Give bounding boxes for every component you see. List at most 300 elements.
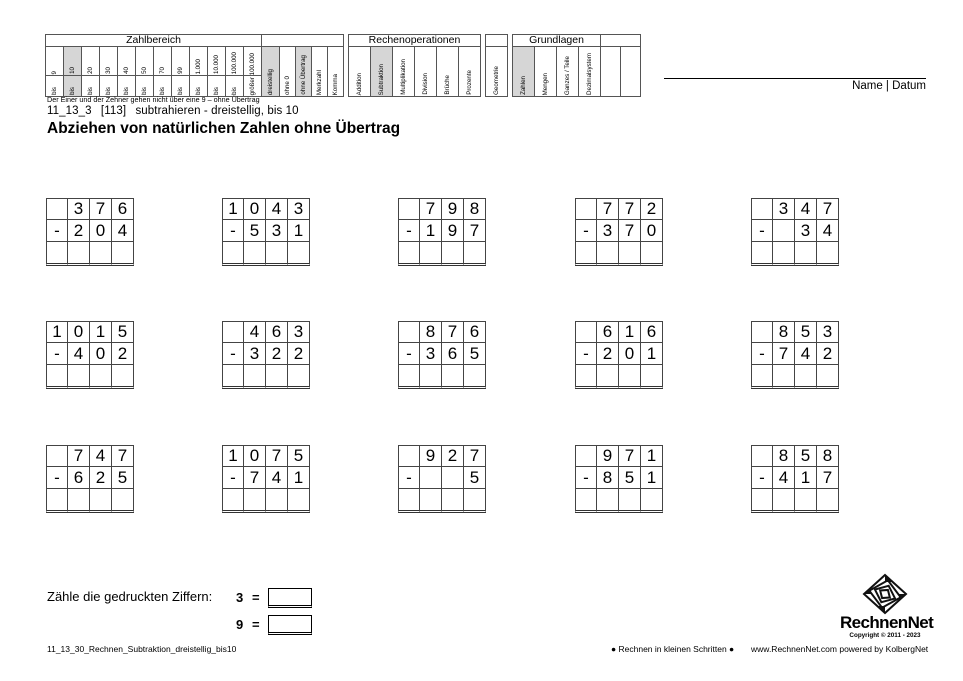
minuend-row — [751, 445, 839, 467]
minuend-digit: 2 — [641, 198, 663, 220]
minuend-digit: 3 — [68, 198, 90, 220]
answer-cell[interactable] — [773, 242, 795, 266]
minuend-digit — [398, 198, 420, 220]
minuend-digit: 4 — [795, 198, 817, 220]
range-cell: 10.000 — [208, 47, 226, 76]
footer-link[interactable]: www.RechnenNet.com powered by KolbergNet — [751, 644, 929, 654]
minuend-digit — [46, 445, 68, 467]
minuend-row — [575, 321, 663, 343]
range-cell-selected: 10 — [64, 47, 82, 76]
subtraction-problem — [575, 445, 663, 511]
category-division: Division — [415, 47, 437, 97]
group-grundlagen: Grundlagen — [513, 35, 601, 47]
subtrahend-row — [398, 220, 486, 242]
answer-cell[interactable] — [90, 365, 112, 389]
answer-cell[interactable] — [398, 489, 420, 513]
answer-cell[interactable] — [222, 365, 244, 389]
minuend-digit — [46, 198, 68, 220]
range-bis-selected: bis — [64, 76, 82, 97]
minuend-digit: 1 — [90, 321, 112, 343]
answer-cell[interactable] — [442, 242, 464, 266]
category-geometrie: Geometrie — [486, 47, 508, 97]
answer-cell[interactable] — [575, 489, 597, 513]
subtrahend-digit: - — [575, 220, 597, 242]
answer-row — [575, 242, 663, 264]
subtrahend-digit: 2 — [112, 343, 134, 365]
worksheet-code: 11_13_3 — [47, 105, 92, 117]
answer-cell[interactable] — [795, 489, 817, 513]
minuend-digit: 7 — [464, 445, 486, 467]
minuend-digit: 0 — [68, 321, 90, 343]
answer-cell[interactable] — [90, 489, 112, 513]
subtrahend-digit: 4 — [112, 220, 134, 242]
answer-cell[interactable] — [442, 489, 464, 513]
range-cell: 99 — [172, 47, 190, 76]
answer-cell[interactable] — [641, 365, 663, 389]
range-bis: bis — [190, 76, 208, 97]
logo-copyright: Copyright © 2011 - 2023 — [849, 632, 921, 639]
range-bis: bis — [100, 76, 118, 97]
answer-cell[interactable] — [597, 489, 619, 513]
answer-row — [575, 365, 663, 387]
group-spacer — [262, 35, 344, 47]
category-brueche: Brüche — [437, 47, 459, 97]
minuend-digit: 1 — [619, 321, 641, 343]
minuend-row — [46, 198, 134, 220]
minuend-row — [398, 198, 486, 220]
subtrahend-digit — [442, 467, 464, 489]
answer-cell[interactable] — [751, 242, 773, 266]
minuend-digit: 1 — [222, 198, 244, 220]
answer-cell[interactable] — [817, 242, 839, 266]
answer-cell[interactable] — [244, 242, 266, 266]
range-cell: 20 — [82, 47, 100, 76]
subtrahend-digit: 5 — [112, 467, 134, 489]
answer-cell[interactable] — [597, 242, 619, 266]
count-digit: 3 — [236, 590, 244, 605]
category-addition: Addition — [349, 47, 371, 97]
answer-cell[interactable] — [464, 365, 486, 389]
subtrahend-digit: 1 — [795, 467, 817, 489]
minuend-digit: 2 — [442, 445, 464, 467]
minuend-digit — [751, 198, 773, 220]
subtrahend-row — [751, 220, 839, 242]
answer-cell[interactable] — [90, 242, 112, 266]
subtrahend-digit — [420, 467, 442, 489]
subtraction-problem — [575, 321, 663, 387]
answer-cell[interactable] — [795, 365, 817, 389]
answer-cell[interactable] — [641, 489, 663, 513]
subtraction-problem — [398, 445, 486, 511]
count-answer-box[interactable] — [268, 588, 312, 608]
minuend-row — [46, 445, 134, 467]
subtrahend-digit: 0 — [619, 343, 641, 365]
subtrahend-digit: - — [751, 220, 773, 242]
subtrahend-digit: 2 — [90, 467, 112, 489]
answer-cell[interactable] — [112, 489, 134, 513]
subtraction-problem — [398, 321, 486, 387]
subtrahend-digit: 5 — [464, 467, 486, 489]
range-cell: 40 — [118, 47, 136, 76]
subtraction-problem — [222, 445, 310, 511]
minuend-digit: 7 — [266, 445, 288, 467]
minuend-digit: 9 — [597, 445, 619, 467]
minuend-digit — [398, 321, 420, 343]
range-cell: 9 — [46, 47, 64, 76]
minuend-digit: 9 — [420, 445, 442, 467]
count-answer-box[interactable] — [268, 615, 312, 635]
count-digit: 9 — [236, 617, 244, 632]
minuend-digit: 5 — [795, 445, 817, 467]
answer-cell[interactable] — [266, 242, 288, 266]
category-ohne-0: ohne 0 — [280, 47, 296, 97]
subtrahend-digit: 4 — [266, 467, 288, 489]
subtrahend-digit: - — [222, 220, 244, 242]
category-empty — [621, 47, 641, 97]
subtrahend-digit: 5 — [244, 220, 266, 242]
answer-cell[interactable] — [112, 242, 134, 266]
minuend-digit: 6 — [641, 321, 663, 343]
subtrahend-digit: - — [751, 343, 773, 365]
minuend-digit — [751, 321, 773, 343]
subtraction-problem — [46, 198, 134, 264]
minuend-digit: 1 — [222, 445, 244, 467]
answer-cell[interactable] — [46, 242, 68, 266]
equals-sign: = — [252, 617, 260, 632]
answer-cell[interactable] — [68, 242, 90, 266]
answer-cell[interactable] — [68, 489, 90, 513]
subtraction-problem — [46, 321, 134, 387]
range-bis: bis — [154, 76, 172, 97]
subtrahend-digit: 2 — [597, 343, 619, 365]
subtrahend-digit: 1 — [288, 467, 310, 489]
minuend-digit: 5 — [288, 445, 310, 467]
category-komma: Komma — [328, 47, 344, 97]
equals-sign: = — [252, 590, 260, 605]
minuend-digit — [398, 445, 420, 467]
answer-row — [222, 365, 310, 387]
answer-cell[interactable] — [420, 365, 442, 389]
subtrahend-digit: 8 — [597, 467, 619, 489]
minuend-digit: 0 — [244, 198, 266, 220]
answer-cell[interactable] — [46, 489, 68, 513]
range-bis: bis — [226, 76, 244, 97]
minuend-digit: 6 — [112, 198, 134, 220]
range-cell: 70 — [154, 47, 172, 76]
logo-name: RechnenNet — [840, 613, 934, 632]
answer-cell[interactable] — [398, 242, 420, 266]
category-ohne-uebertrag: ohne Übertrag — [296, 47, 312, 97]
answer-row — [398, 242, 486, 264]
subtrahend-digit: 7 — [773, 343, 795, 365]
answer-cell[interactable] — [751, 365, 773, 389]
minuend-digit: 8 — [817, 445, 839, 467]
answer-row — [575, 489, 663, 511]
subtrahend-row — [398, 343, 486, 365]
minuend-digit: 7 — [619, 445, 641, 467]
subtrahend-row — [222, 220, 310, 242]
minuend-digit: 5 — [795, 321, 817, 343]
subtrahend-row — [46, 343, 134, 365]
minuend-digit: 7 — [619, 198, 641, 220]
minuend-digit: 8 — [464, 198, 486, 220]
minuend-row — [398, 445, 486, 467]
answer-cell[interactable] — [266, 365, 288, 389]
minuend-digit: 7 — [442, 321, 464, 343]
range-bis: bis — [82, 76, 100, 97]
category-dreistellig: dreistellig — [262, 47, 280, 97]
subtrahend-digit: 7 — [464, 220, 486, 242]
minuend-row — [751, 321, 839, 343]
subtrahend-digit: 0 — [641, 220, 663, 242]
minuend-row — [575, 198, 663, 220]
minuend-row — [46, 321, 134, 343]
subtrahend-digit: 4 — [817, 220, 839, 242]
range-cell: 100.000 — [226, 47, 244, 76]
answer-row — [751, 489, 839, 511]
answer-row — [751, 242, 839, 264]
rechnennet-logo — [840, 573, 934, 639]
minuend-digit: 8 — [420, 321, 442, 343]
answer-row — [222, 242, 310, 264]
minuend-digit — [751, 445, 773, 467]
answer-cell[interactable] — [442, 365, 464, 389]
answer-cell[interactable] — [575, 242, 597, 266]
count-row-3 — [236, 590, 260, 605]
answer-cell[interactable] — [222, 242, 244, 266]
subtrahend-digit: 4 — [773, 467, 795, 489]
minuend-digit: 8 — [773, 321, 795, 343]
category-empty — [601, 47, 621, 97]
group-rechenoperationen: Rechenoperationen — [349, 35, 481, 47]
range-bis: bis — [172, 76, 190, 97]
answer-cell[interactable] — [619, 242, 641, 266]
worksheet-note: Der Einer und der Zehner gehen nicht über eine 9 – ohne Übertrag — [47, 95, 260, 104]
subtrahend-digit: 2 — [288, 343, 310, 365]
answer-row — [46, 365, 134, 387]
worksheet-subtitle: subtrahieren - dreistellig, bis 10 — [135, 105, 299, 117]
subtraction-problem — [751, 198, 839, 264]
minuend-digit: 9 — [442, 198, 464, 220]
name-date-line[interactable] — [664, 78, 926, 79]
minuend-digit: 6 — [266, 321, 288, 343]
minuend-digit: 7 — [817, 198, 839, 220]
subtrahend-row — [46, 220, 134, 242]
subtrahend-digit: 3 — [795, 220, 817, 242]
minuend-digit: 3 — [288, 321, 310, 343]
subtrahend-digit — [773, 220, 795, 242]
range-bis: bis — [136, 76, 154, 97]
category-mengen: Mengen — [535, 47, 557, 97]
minuend-digit: 7 — [597, 198, 619, 220]
minuend-digit — [222, 321, 244, 343]
minuend-digit: 1 — [46, 321, 68, 343]
answer-cell[interactable] — [817, 365, 839, 389]
minuend-digit: 4 — [266, 198, 288, 220]
subtrahend-digit: 7 — [244, 467, 266, 489]
minuend-row — [575, 445, 663, 467]
answer-cell[interactable] — [68, 365, 90, 389]
answer-cell[interactable] — [244, 489, 266, 513]
subtrahend-digit: - — [222, 343, 244, 365]
answer-cell[interactable] — [464, 242, 486, 266]
minuend-digit: 5 — [112, 321, 134, 343]
minuend-digit: 4 — [90, 445, 112, 467]
answer-cell[interactable] — [112, 365, 134, 389]
subtrahend-digit: - — [46, 220, 68, 242]
group-zahlbereich: Zahlbereich — [46, 35, 262, 47]
minuend-digit: 7 — [68, 445, 90, 467]
answer-cell[interactable] — [575, 365, 597, 389]
range-cell: 30 — [100, 47, 118, 76]
range-cell: 50 — [136, 47, 154, 76]
category-zahlen: Zahlen — [513, 47, 535, 97]
subtrahend-digit: - — [575, 467, 597, 489]
subtrahend-row — [751, 467, 839, 489]
answer-cell[interactable] — [817, 489, 839, 513]
subtrahend-digit: 7 — [817, 467, 839, 489]
subtrahend-row — [222, 467, 310, 489]
answer-cell[interactable] — [288, 242, 310, 266]
subtrahend-digit: - — [575, 343, 597, 365]
answer-cell[interactable] — [222, 489, 244, 513]
footer-slogan: ● Rechnen in kleinen Schritten ● — [611, 644, 735, 654]
subtrahend-digit: 4 — [795, 343, 817, 365]
subtraction-problem — [398, 198, 486, 264]
answer-cell[interactable] — [619, 489, 641, 513]
subtrahend-digit: 3 — [244, 343, 266, 365]
subtraction-problem — [46, 445, 134, 511]
minuend-digit: 1 — [641, 445, 663, 467]
subtraction-problem — [751, 445, 839, 511]
subtrahend-digit: 9 — [442, 220, 464, 242]
answer-cell[interactable] — [288, 489, 310, 513]
minuend-digit — [575, 198, 597, 220]
count-row-9 — [236, 617, 260, 632]
subtrahend-digit: 7 — [619, 220, 641, 242]
footer-filename: 11_13_30_Rechnen_Subtraktion_dreistellig_bis10 — [47, 644, 237, 654]
answer-cell[interactable] — [244, 365, 266, 389]
subtrahend-digit: 1 — [420, 220, 442, 242]
answer-cell[interactable] — [46, 365, 68, 389]
subtrahend-digit: 2 — [266, 343, 288, 365]
count-label: Zähle die gedruckten Ziffern: — [47, 589, 213, 604]
answer-cell[interactable] — [773, 489, 795, 513]
subtrahend-digit: - — [398, 467, 420, 489]
subtrahend-digit: 3 — [266, 220, 288, 242]
group-spacer — [486, 35, 508, 47]
category-prozente: Prozente — [459, 47, 481, 97]
subtrahend-digit: 1 — [641, 467, 663, 489]
subtrahend-digit: 2 — [68, 220, 90, 242]
subtrahend-digit: 5 — [464, 343, 486, 365]
minuend-row — [751, 198, 839, 220]
subtraction-problem — [222, 321, 310, 387]
answer-cell[interactable] — [641, 242, 663, 266]
answer-cell[interactable] — [288, 365, 310, 389]
subtrahend-digit: - — [398, 343, 420, 365]
answer-row — [222, 489, 310, 511]
subtrahend-digit: - — [46, 467, 68, 489]
subtrahend-digit: 4 — [68, 343, 90, 365]
answer-cell[interactable] — [420, 489, 442, 513]
subtrahend-digit: 6 — [442, 343, 464, 365]
subtrahend-row — [575, 467, 663, 489]
category-multiplikation: Multiplikation — [393, 47, 415, 97]
subtrahend-digit: 3 — [420, 343, 442, 365]
subtrahend-digit: - — [46, 343, 68, 365]
answer-cell[interactable] — [773, 365, 795, 389]
subtrahend-row — [575, 220, 663, 242]
minuend-digit: 6 — [464, 321, 486, 343]
subtrahend-digit: - — [398, 220, 420, 242]
answer-cell[interactable] — [619, 365, 641, 389]
answer-cell[interactable] — [398, 365, 420, 389]
worksheet-number: [113] — [100, 105, 127, 117]
minuend-row — [222, 198, 310, 220]
category-merkzahl: Merkzahl — [312, 47, 328, 97]
answer-row — [398, 365, 486, 387]
answer-cell[interactable] — [795, 242, 817, 266]
answer-cell[interactable] — [597, 365, 619, 389]
answer-cell[interactable] — [751, 489, 773, 513]
minuend-digit: 0 — [244, 445, 266, 467]
subtrahend-row — [46, 467, 134, 489]
minuend-digit: 3 — [817, 321, 839, 343]
minuend-digit: 3 — [288, 198, 310, 220]
range-bis: bis — [208, 76, 226, 97]
subtrahend-digit: 2 — [817, 343, 839, 365]
subtrahend-digit: - — [222, 467, 244, 489]
minuend-digit: 3 — [773, 198, 795, 220]
minuend-digit — [575, 445, 597, 467]
subtraction-problem — [222, 198, 310, 264]
range-bis: größer 100.000 — [244, 76, 262, 97]
subtrahend-digit: - — [751, 467, 773, 489]
logo-spiral-icon — [862, 573, 908, 615]
subtrahend-digit: 3 — [597, 220, 619, 242]
answer-row — [46, 489, 134, 511]
minuend-digit: 6 — [597, 321, 619, 343]
answer-row — [751, 365, 839, 387]
subtrahend-digit: 0 — [90, 220, 112, 242]
subtrahend-digit: 5 — [619, 467, 641, 489]
answer-cell[interactable] — [420, 242, 442, 266]
answer-cell[interactable] — [266, 489, 288, 513]
subtrahend-row — [751, 343, 839, 365]
subtrahend-row — [575, 343, 663, 365]
range-bis: bis — [46, 76, 64, 97]
category-ganzes-teile: Ganzes / Teile — [557, 47, 579, 97]
subtrahend-digit: 1 — [641, 343, 663, 365]
category-subtraktion: Subtraktion — [371, 47, 393, 97]
answer-row — [46, 242, 134, 264]
minuend-digit: 7 — [112, 445, 134, 467]
worksheet-code-line — [47, 105, 305, 117]
subtrahend-row — [398, 467, 486, 489]
name-date-label: Name | Datum — [852, 80, 926, 92]
page-title: Abziehen von natürlichen Zahlen ohne Übertrag — [47, 120, 401, 137]
group-spacer — [601, 35, 641, 47]
subtrahend-digit: 0 — [90, 343, 112, 365]
category-dezimalsystem: Dezimalsystem — [579, 47, 601, 97]
minuend-digit: 7 — [90, 198, 112, 220]
subtraction-problem — [751, 321, 839, 387]
subtrahend-digit: 1 — [288, 220, 310, 242]
range-cell: 1.000 — [190, 47, 208, 76]
answer-cell[interactable] — [464, 489, 486, 513]
minuend-digit — [575, 321, 597, 343]
